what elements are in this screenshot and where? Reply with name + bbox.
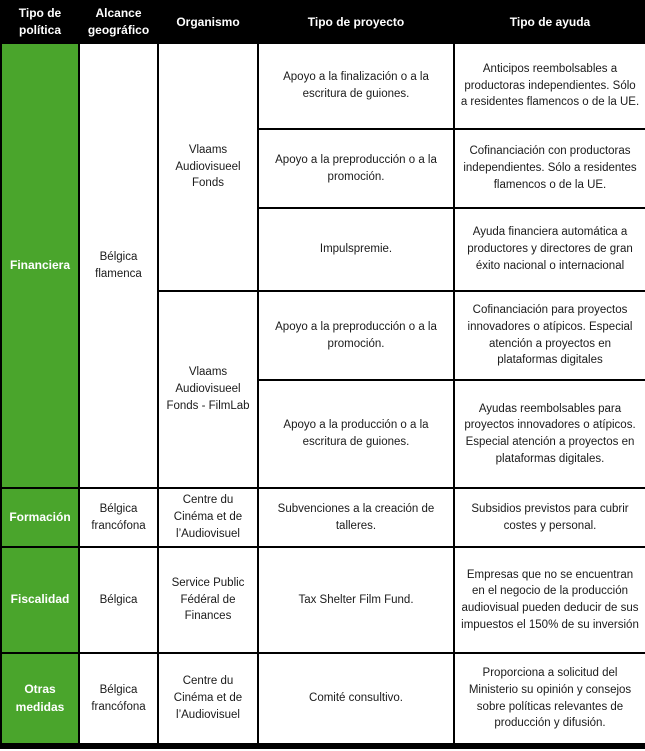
col-header-alcance-geografico: Alcance geográfico — [79, 1, 158, 43]
table-row — [1, 547, 645, 653]
aid-type-cell: Empresas que no se encuentran en el negocio de la producción audiovisual pueden deducir de sus impuestos el 150% de su inversión — [454, 547, 645, 653]
aid-type-cell: Cofinanciación con productoras independientes. Sólo a residentes flamencos o de la UE. — [454, 129, 645, 208]
organism-cell: Service Public Fédéral de Finances — [158, 547, 258, 653]
col-header-tipo-de-ayuda: Tipo de ayuda — [454, 1, 645, 43]
project-type-cell: Apoyo a la finalización o a la escritura de guiones. — [258, 43, 454, 129]
aid-type-cell: Proporciona a solicitud del Ministerio su opinión y consejos sobre políticas relevantes de producción y difusión. — [454, 653, 645, 746]
project-type-cell: Comité consultivo. — [258, 653, 454, 746]
table-row — [1, 43, 645, 129]
col-header-organismo: Organismo — [158, 1, 258, 43]
table-row — [1, 653, 645, 746]
aid-type-cell: Ayudas reembolsables para proyectos innovadores o atípicos. Especial atención a proyectos en plataformas digitales. — [454, 380, 645, 488]
geographic-scope-cell: Bélgica francófona — [79, 488, 158, 547]
project-type-cell: Subvenciones a la creación de talleres. — [258, 488, 454, 547]
aid-type-cell: Anticipos reembolsables a productoras independientes. Sólo a residentes flamencos o de la UE. — [454, 43, 645, 129]
organism-cell: Vlaams Audiovisueel Fonds - FilmLab — [158, 291, 258, 488]
policy-type-cell: Otras medidas — [1, 653, 79, 746]
organism-cell: Vlaams Audiovisueel Fonds — [158, 43, 258, 291]
aid-type-cell: Cofinanciación para proyectos innovadores o atípicos. Especial atención a proyectos en plataformas digitales — [454, 291, 645, 380]
organism-cell: Centre du Cinéma et de l’Audiovisuel — [158, 653, 258, 746]
geographic-scope-cell: Bélgica flamenca — [79, 43, 158, 488]
table-row — [1, 488, 645, 547]
aid-type-cell: Subsidios previstos para cubrir costes y personal. — [454, 488, 645, 547]
policy-type-cell: Formación — [1, 488, 79, 547]
project-type-cell: Apoyo a la preproducción o a la promoción. — [258, 291, 454, 380]
geographic-scope-cell: Bélgica — [79, 547, 158, 653]
col-header-tipo-de-politica: Tipo de política — [1, 1, 79, 43]
project-type-cell: Apoyo a la producción o a la escritura de guiones. — [258, 380, 454, 488]
header-row — [1, 1, 645, 43]
project-type-cell: Tax Shelter Film Fund. — [258, 547, 454, 653]
aid-type-cell: Ayuda financiera automática a productores y directores de gran éxito nacional o internacional — [454, 208, 645, 291]
project-type-cell: Apoyo a la preproducción o a la promoción. — [258, 129, 454, 208]
organism-cell: Centre du Cinéma et de l’Audiovisuel — [158, 488, 258, 547]
policy-type-cell: Financiera — [1, 43, 79, 488]
policy-type-cell: Fiscalidad — [1, 547, 79, 653]
geographic-scope-cell: Bélgica francófona — [79, 653, 158, 746]
col-header-tipo-de-proyecto: Tipo de proyecto — [258, 1, 454, 43]
project-type-cell: Impulspremie. — [258, 208, 454, 291]
